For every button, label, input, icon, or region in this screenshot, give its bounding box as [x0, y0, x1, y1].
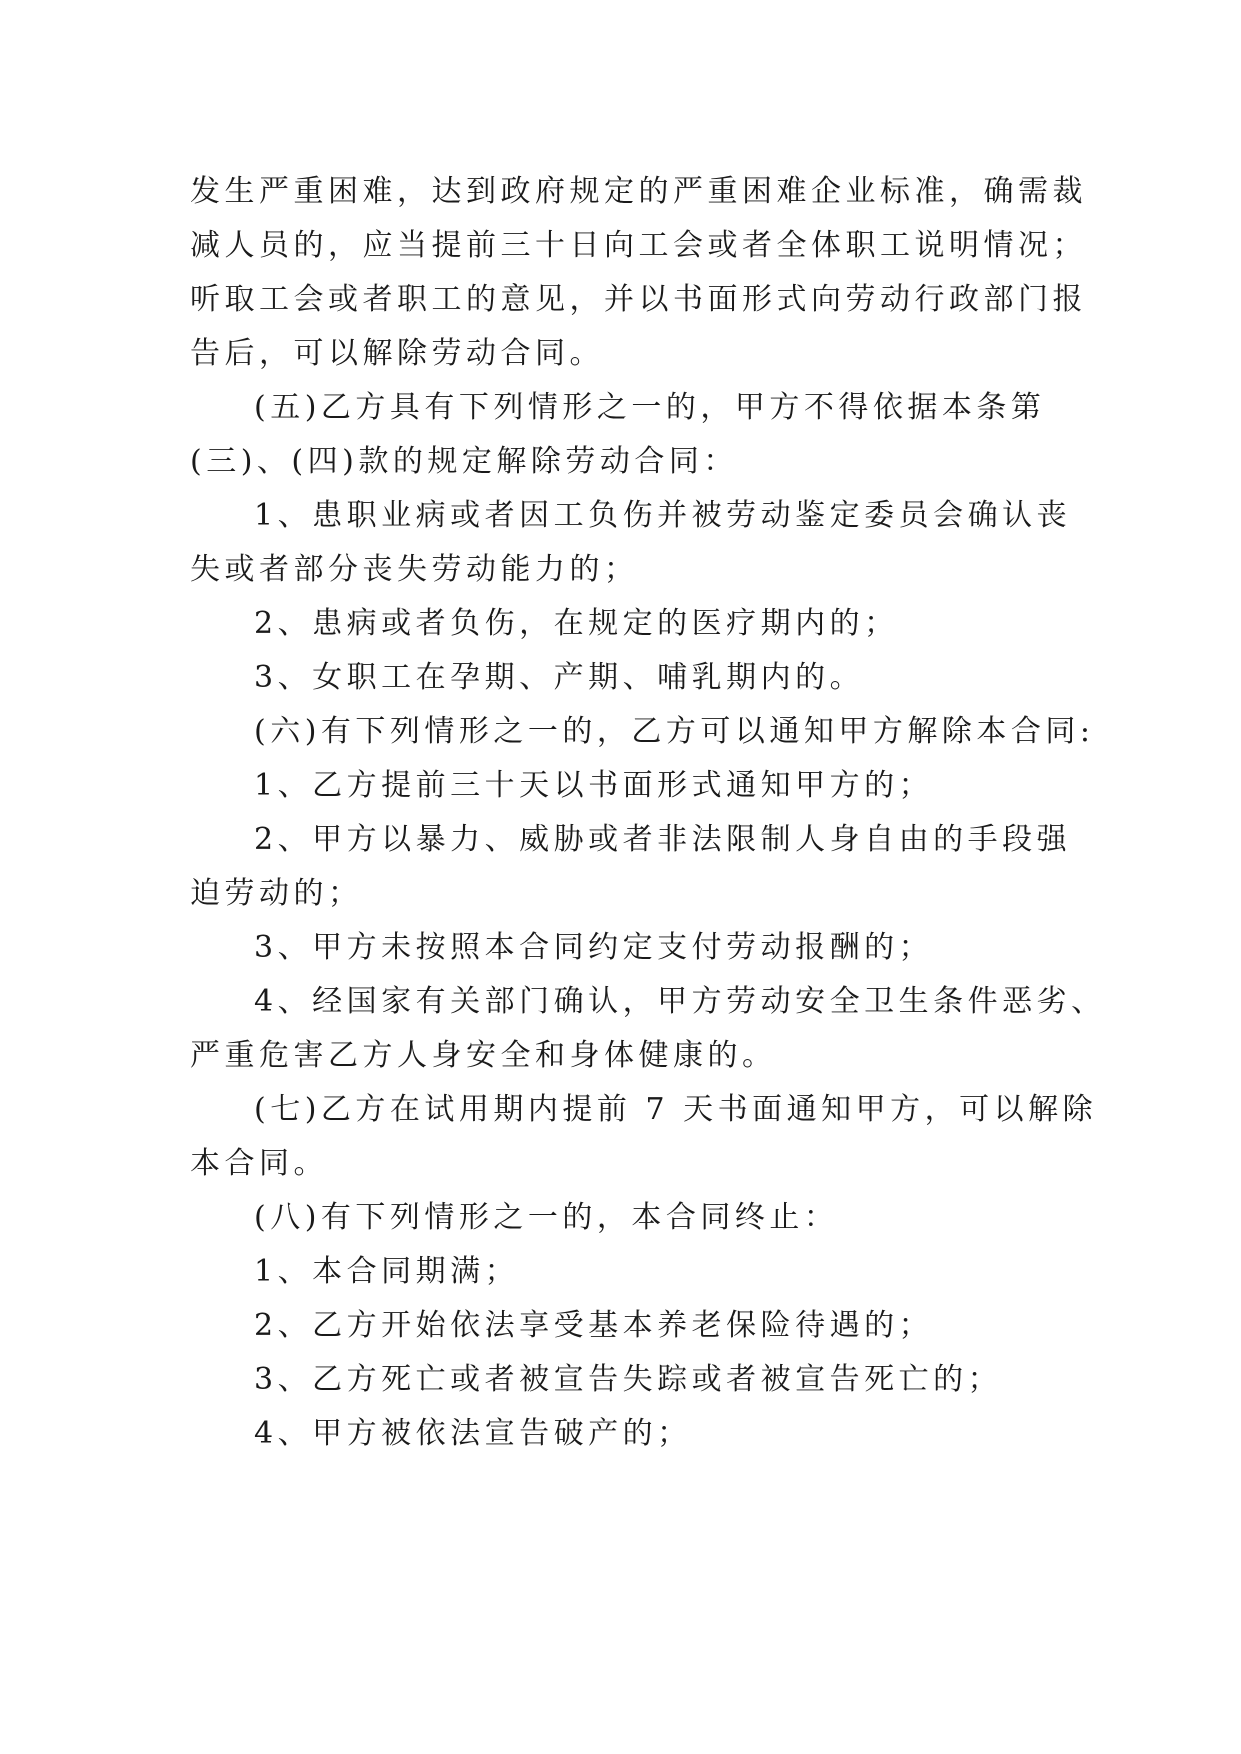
text-line: 3、女职工在孕期、产期、哺乳期内的。 [254, 660, 865, 695]
text-line: (八)有下列情形之一的，本合同终止： [254, 1200, 839, 1235]
text-line: 4、经国家有关部门确认，甲方劳动安全卫生条件恶劣、 [254, 984, 1106, 1019]
text-line: 2、患病或者负伤，在规定的医疗期内的； [254, 606, 899, 641]
text-line: 迫劳动的； [190, 876, 363, 911]
text-line: 告后，可以解除劳动合同。 [190, 336, 604, 371]
text-line: 3、乙方死亡或者被宣告失踪或者被宣告死亡的； [254, 1362, 1003, 1397]
text-line: 严重危害乙方人身安全和身体健康的。 [190, 1038, 777, 1073]
text-line: 3、甲方未按照本合同约定支付劳动报酬的； [254, 930, 934, 965]
text-line: 听取工会或者职工的意见，并以书面形式向劳动行政部门报 [190, 282, 1087, 317]
text-line: 2、乙方开始依法享受基本养老保险待遇的； [254, 1308, 934, 1343]
text-line: 4、甲方被依法宣告破产的； [254, 1416, 692, 1451]
text-line: 减人员的，应当提前三十日向工会或者全体职工说明情况； [190, 228, 1087, 263]
text-line: (三)、(四)款的规定解除劳动合同： [190, 444, 738, 479]
text-line: 1、患职业病或者因工负伤并被劳动鉴定委员会确认丧 [254, 498, 1072, 533]
text-line: 1、本合同期满； [254, 1254, 520, 1289]
text-line: (六)有下列情形之一的，乙方可以通知甲方解除本合同: [254, 714, 1095, 749]
text-line: 发生严重困难，达到政府规定的严重困难企业标准，确需裁 [190, 174, 1087, 209]
text-line: 失或者部分丧失劳动能力的； [190, 552, 639, 587]
text-line: 1、乙方提前三十天以书面形式通知甲方的； [254, 768, 934, 803]
text-line: 本合同。 [190, 1146, 328, 1181]
text-line: 2、甲方以暴力、威胁或者非法限制人身自由的手段强 [254, 822, 1072, 857]
text-line: (五)乙方具有下列情形之一的，甲方不得依据本条第 [254, 390, 1046, 425]
text-line: (七)乙方在试用期内提前 7 天书面通知甲方，可以解除 [254, 1092, 1098, 1127]
